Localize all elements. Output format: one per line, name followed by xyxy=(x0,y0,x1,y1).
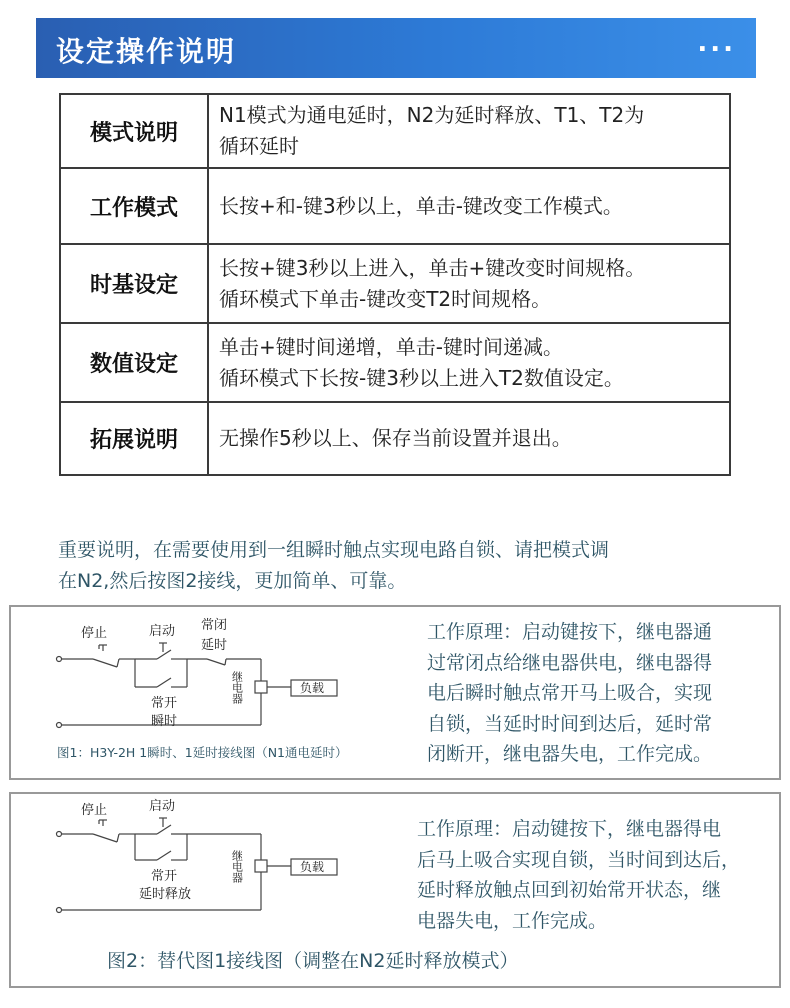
row-label: 工作模式 xyxy=(60,168,208,244)
figure2-caption: 图2：替代图1接线图（调整在N2延时释放模式） xyxy=(107,950,519,972)
load-label: 负载 xyxy=(300,860,325,874)
start-label: 启动 xyxy=(149,799,176,814)
table-row xyxy=(60,94,730,168)
row-label: 数值设定 xyxy=(60,323,208,402)
relay-label: 继电器 xyxy=(230,671,244,704)
settings-table xyxy=(59,93,731,476)
relay-label: 继电器 xyxy=(230,850,244,883)
principle-line: 延时释放触点回到初始常开状态，继 xyxy=(417,879,722,901)
table-row xyxy=(60,402,730,475)
instant-label: 瞬时 xyxy=(151,714,178,729)
description-line: 无操作5秒以上、保存当前设置并退出。 xyxy=(219,426,572,450)
principle-line: 工作原理：启动键按下，继电器得电 xyxy=(417,818,722,840)
no-label: 常开 xyxy=(151,869,178,884)
delay-release-label: 延时释放 xyxy=(139,887,192,902)
row-description xyxy=(208,244,730,323)
figure1-caption: 图1：H3Y-2H 1瞬时、1延时接线图（N1通电延时） xyxy=(57,745,348,760)
description-line: 长按+键3秒以上进入，单击+键改变时间规格。 xyxy=(219,255,646,280)
row-description xyxy=(208,323,730,402)
table-row xyxy=(60,244,730,323)
note-line: 重要说明，在需要使用到一组瞬时触点实现电路自锁、请把模式调 xyxy=(58,539,610,561)
description-line: 循环模式下单击-键改变T2时间规格。 xyxy=(219,286,552,311)
no-label: 常开 xyxy=(151,696,178,711)
principle-line: 工作原理：启动键按下，继电器通 xyxy=(427,621,713,643)
important-note xyxy=(58,535,738,597)
row-description xyxy=(208,168,730,244)
section-banner xyxy=(36,18,756,78)
principle-line: 电后瞬时触点常开马上吸合，实现 xyxy=(427,682,713,704)
row-description xyxy=(208,402,730,475)
description-line: 循环延时 xyxy=(219,134,299,158)
description-line: 循环模式下长按-键3秒以上进入T2数值设定。 xyxy=(219,365,624,390)
description-line: 单击+键时间递增，单击-键时间递减。 xyxy=(219,334,563,359)
nc-delay-label: 延时 xyxy=(201,638,228,653)
stop-label: 停止 xyxy=(81,626,108,641)
figure2-panel xyxy=(9,792,781,988)
figure2-principle xyxy=(417,814,740,936)
principle-line: 电器失电，工作完成。 xyxy=(417,909,608,932)
row-label: 模式说明 xyxy=(60,94,208,168)
figure1-principle xyxy=(427,617,712,770)
figure1-panel xyxy=(9,605,781,780)
note-line: 在N2,然后按图2接线，更加简单、可靠。 xyxy=(58,570,407,592)
section-title: 设定操作说明 xyxy=(56,35,237,68)
description-line: 长按+和-键3秒以上，单击-键改变工作模式。 xyxy=(219,193,623,218)
principle-line: 过常闭点给继电器供电，继电器得 xyxy=(427,651,713,674)
description-line: N1模式为通电延时，N2为延时释放、T1、T2为 xyxy=(219,103,645,127)
row-label: 拓展说明 xyxy=(60,402,208,475)
more-dots: ... xyxy=(697,28,736,58)
start-label: 启动 xyxy=(149,624,176,639)
table-row xyxy=(60,168,730,244)
nc-label: 常闭 xyxy=(201,618,228,633)
load-label: 负载 xyxy=(300,681,325,695)
row-description xyxy=(208,94,730,168)
principle-line: 后马上吸合实现自锁，当时间到达后， xyxy=(417,848,741,871)
principle-line: 自锁，当延时时间到达后，延时常 xyxy=(427,712,713,735)
table-row xyxy=(60,323,730,402)
stop-label: 停止 xyxy=(81,803,108,818)
row-label: 时基设定 xyxy=(60,244,208,323)
principle-line: 闭断开，继电器失电，工作完成。 xyxy=(427,743,713,765)
